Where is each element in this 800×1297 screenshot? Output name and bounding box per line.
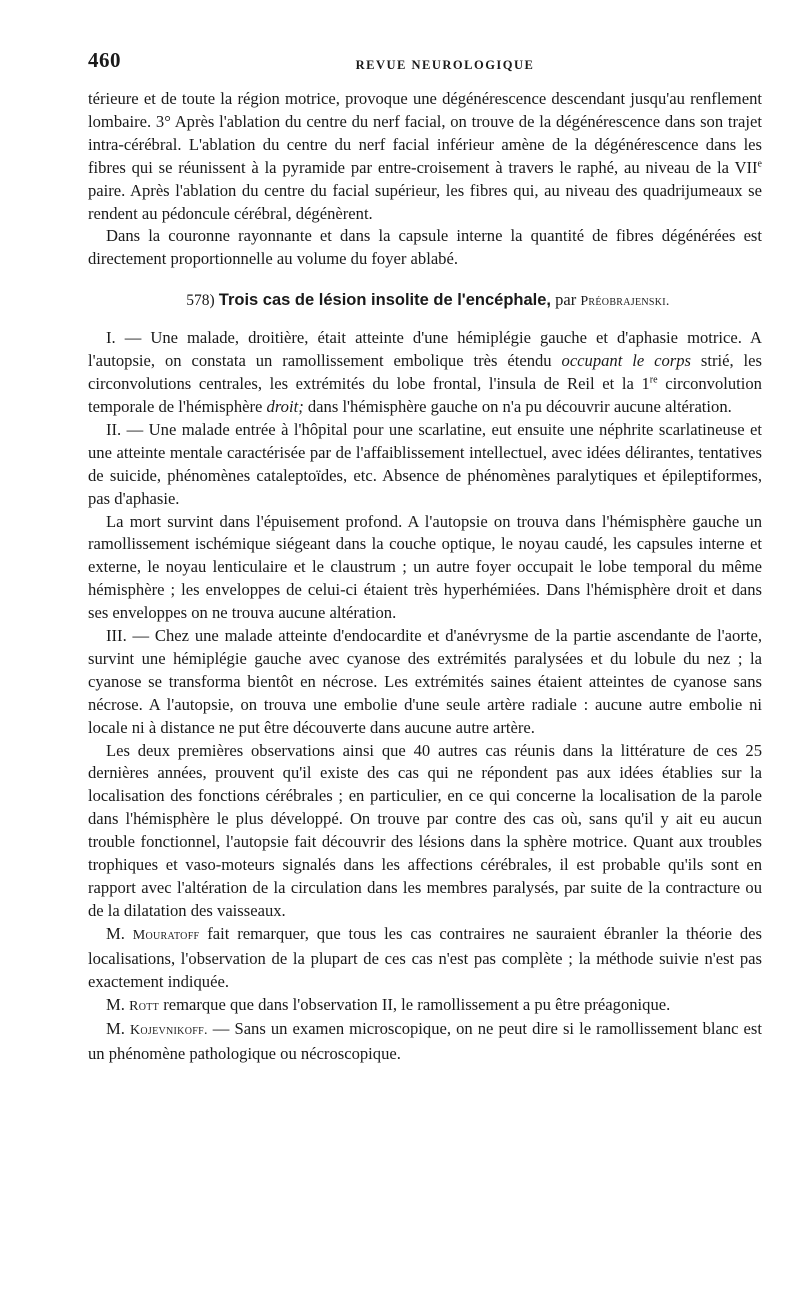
text-run: paire. Après l'ablation du centre du facial supérieur, les fibres qui, au niveau des quadrijumeaux se rendent au pédoncule cérébral, dégénèrent. — [88, 180, 762, 223]
text-run: dans l'hémisphère gauche on n'a pu découvrir aucune altération. — [303, 396, 732, 416]
paragraph-p9 — [88, 994, 762, 1019]
paragraph-p8 — [88, 923, 762, 994]
text-run: circonvolution temporale de l'hémisphère — [88, 374, 762, 416]
running-title: REVUE NEUROLOGIQUE — [355, 58, 535, 72]
text-run: Kojevnikoff. — [129, 1023, 208, 1039]
text-run: droit; — [266, 396, 304, 416]
page-number: 460 — [88, 48, 121, 72]
paragraph-p5 — [88, 511, 762, 626]
body-text-top — [88, 88, 762, 271]
text-run: M. — [106, 923, 133, 943]
text-run: remarque que dans l'observation II, le ramollissement a pu être préagonique. — [159, 994, 671, 1014]
text-run: Rott — [129, 998, 160, 1014]
text-run: fait remarquer, que tous les cas contraires ne sauraient ébranler la théorie des localisations, l'observation de la plupart de ces cas n'est pas complète ; la méthode suivie n'est pas exactement indiquée. — [88, 923, 762, 991]
text-run: II. — Une malade entrée à l'hôpital pour une scarlatine, eut ensuite une néphrite scarlatineuse et une atteinte mentale caractérisée par de l'affaiblissement intellectuel, avec idées délirantes, tentatives de suicide, phénomènes cataleptoïdes, etc. Absence de phénomènes paralytiques et épileptiformes, pas d'aphasie. — [88, 419, 762, 508]
text-run: re — [649, 374, 658, 386]
section-heading — [88, 289, 762, 313]
text-run: occupant le corps — [561, 351, 692, 371]
paragraph-p6 — [88, 625, 762, 740]
text-run: e — [757, 158, 762, 170]
page-header — [88, 48, 762, 88]
text-run: I. — Une malade, droitière, était atteinte d'une hémiplégie gauche et d'aphasie motrice. A l'autopsie, on constata un ramollissement embolique très étendu — [88, 328, 762, 371]
paragraph-p2 — [88, 225, 762, 271]
text-run: térieure et de toute la région motrice, provoque une dégénérescence descendant jusqu'au renflement lombaire. 3° Après l'ablation du centre du nerf facial, on trouve de la dégénérescence dans son trajet intra-cérébral. L'ablation du centre du nerf facial inférieur amène de la dégénérescence dans les fibres qui se réunissent à la pyramide par entre-croisement à travers le raphé, au niveau de la VII — [88, 89, 762, 177]
text-run: Les deux premières observations ainsi que 40 autres cas réunis dans la littérature de ces 25 dernières années, prouvent qu'il existe des cas qui ne répondent pas aux idées établies sur la localisation des fonctions cérébrales ; en particulier, en ce qui concerne la localisation de la parole dans l'hémisphère le plus développé. On trouve par contre des cas où, sans qu'il y ait eu aucun trouble fonctionnel, l'autopsie fait découvrir des lésions dans la sphère motrice. Quant aux troubles trophiques et vaso-moteurs signalés dans les affections cérébrales, il est probable qu'ils sont en rapport avec l'altération de la circulation dans les membres paralysés, par suite de la contracture ou de la dilatation des vaisseaux. — [88, 740, 762, 920]
section-author: Préobrajenski. — [580, 294, 670, 310]
text-run: La mort survint dans l'épuisement profond. A l'autopsie on trouva dans l'hémisphère gauche un ramollissement ischémique siégeant dans la couche optique, le noyau caudé, les capsules interne et externe, le noyau lenticulaire et le claustrum ; un autre foyer occupait le lobe temporal du même hémisphère ; les enveloppes de celui-ci étaient très hyperhémiées. Dans l'hémisphère droit et dans ses enveloppes on ne trouva aucune altération. — [88, 511, 762, 623]
section-title: Trois cas de lésion insolite de l'encéphale, — [218, 291, 552, 310]
body-text-main — [88, 327, 762, 1066]
text-run: strié, les circonvolutions centrales, les extrémités du lobe frontal, l'insula de Reil et la 1 — [88, 351, 762, 394]
text-run: III. — Chez une malade atteinte d'endocardite et d'anévrysme de la partie ascendante de l'aorte, survint une hémiplégie gauche avec cyanose des extrémités paralysées et du lobule du nez ; la cyanose se transforma bientôt en nécrose. Les extrémités saines étaient atteintes de cyanose sans nécrose. A l'autopsie, on trouva une embolie d'une seule artère radiale : aucune autre embolie ni locale ni à distance ne put être découverte dans aucune autre artère. — [88, 626, 762, 737]
text-run: Dans la couronne rayonnante et dans la capsule interne la quantité de fibres dégénérées est directement proportionnelle au volume du foyer ablabé. — [88, 226, 762, 269]
paragraph-p7 — [88, 740, 762, 923]
paragraph-p4 — [88, 419, 762, 511]
text-run: M. — [106, 1019, 130, 1039]
section-by: par — [555, 290, 577, 310]
paragraph-p3 — [88, 327, 762, 419]
paragraph-p10 — [88, 1018, 762, 1066]
paragraph-p1 — [88, 88, 762, 225]
section-number: 578) — [186, 292, 215, 310]
text-run: — Sans un examen microscopique, on ne peut dire si le ramollissement blanc est un phénomène pathologique ou nécroscopique. — [88, 1019, 762, 1064]
text-run: Mouratoff — [132, 927, 200, 943]
text-run: M. — [106, 994, 130, 1014]
